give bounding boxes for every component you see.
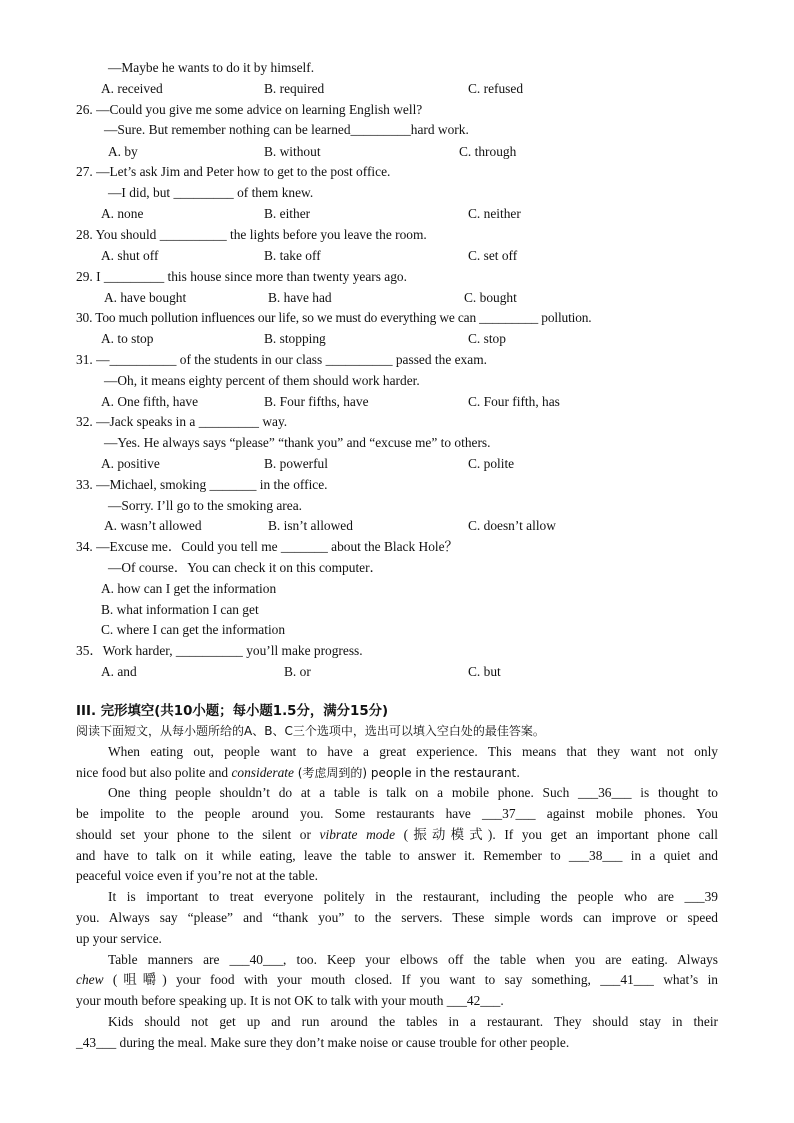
passage-line: nice food but also polite and considerate (考虑周到的) people in the restaurant. [76, 765, 521, 780]
q28-option-b: B. take off [264, 248, 321, 263]
passage-line: your mouth before speaking up. It is not OK to talk with your mouth ___42___. [76, 993, 504, 1008]
q35-option-c: C. but [468, 664, 501, 679]
q33-option-a: A. wasn’t allowed [104, 518, 202, 533]
q26-option-b: B. without [264, 144, 321, 159]
q25-option-b: B. required [264, 81, 325, 96]
passage-line: Kids should not get up and run around the tables in a restaurant. They should stay in their [108, 1014, 718, 1029]
q27-option-c: C. neither [468, 206, 521, 221]
passage-line: peaceful voice even if you’re not at the table. [76, 868, 319, 883]
q25-reply: —Maybe he wants to do it by himself. [108, 60, 315, 75]
q28-option-a: A. shut off [101, 248, 159, 263]
q33-option-c: C. doesn’t allow [468, 518, 556, 533]
q35-option-b: B. or [284, 664, 311, 679]
q30-question: 30. Too much pollution influences our life, so we must do everything we can _________ pollution. [76, 310, 592, 325]
q34-option-b: B. what information I can get [101, 602, 259, 617]
q28-option-c: C. set off [468, 248, 518, 263]
q31-reply: —Oh, it means eighty percent of them should work harder. [104, 373, 420, 388]
section-heading: III. 完形填空(共10小题；每小题1.5分，满分15分) [76, 704, 389, 719]
q27-option-b: B. either [264, 206, 311, 221]
q28-question: 28. You should __________ the lights before you leave the room. [76, 227, 427, 242]
q30-option-a: A. to stop [101, 331, 154, 346]
passage-line: One thing people shouldn’t do at a table is talk on a mobile phone. Such ___36___ is thought to [108, 785, 718, 800]
q35-option-a: A. and [101, 664, 137, 679]
passage-line: _43___ during the meal. Make sure they don’t make noise or cause trouble for other people. [76, 1035, 570, 1050]
passage-line: up your service. [76, 931, 162, 946]
q34-question: 34. —Excuse me．Could you tell me _______ about the Black Hole？ [76, 539, 458, 554]
q29-option-b: B. have had [268, 290, 332, 305]
q35-question: 35．Work harder, __________ you’ll make progress. [76, 643, 363, 658]
q30-option-b: B. stopping [264, 331, 326, 346]
q32-option-a: A. positive [101, 456, 160, 471]
q34-option-a: A. how can I get the information [101, 581, 277, 596]
q33-reply: —Sorry. I’ll go to the smoking area. [108, 498, 303, 513]
q31-option-b: B. Four fifths, have [264, 394, 369, 409]
q32-reply: —Yes. He always says “please” “thank you” and “excuse me” to others. [104, 435, 491, 450]
passage-line: When eating out, people want to have a great experience. This means that they want not only [108, 744, 718, 759]
passage-line: should set your phone to the silent or vibrate mode (振动模式). If you get an important phone call [76, 827, 718, 842]
q27-question: 27. —Let’s ask Jim and Peter how to get to the post office. [76, 164, 391, 179]
q29-question: 29. I _________ this house since more than twenty years ago. [76, 269, 407, 284]
q26-option-a: A. by [108, 144, 138, 159]
q29-option-a: A. have bought [104, 290, 187, 305]
q26-reply: —Sure. But remember nothing can be learned_________hard work. [104, 122, 469, 137]
passage-line: you. Always say “please” and “thank you” to the servers. These simple words can improve or speed [76, 910, 718, 925]
passage-line: Table manners are ___40___, too. Keep your elbows off the table when you are eating. Always [108, 952, 718, 967]
q32-option-b: B. powerful [264, 456, 328, 471]
q25-option-a: A. received [101, 81, 163, 96]
q27-option-a: A. none [101, 206, 144, 221]
q31-question: 31. —__________ of the students in our class __________ passed the exam. [76, 352, 487, 367]
q26-question: 26. —Could you give me some advice on learning English well? [76, 102, 423, 117]
passage-line: be impolite to the people around you. Some restaurants have ___37___ against mobile phones. You [76, 806, 718, 821]
q33-question: 33. —Michael, smoking _______ in the office. [76, 477, 328, 492]
q34-option-c: C. where I can get the information [101, 622, 286, 637]
q25-option-c: C. refused [468, 81, 524, 96]
passage-line: chew (咀嚼) your food with your mouth closed. If you want to say something, ___41___ what’s in [76, 972, 718, 987]
passage-line: It is important to treat everyone politely in the restaurant, including the people who are ___39 [108, 889, 718, 904]
section-instruction: 阅读下面短文，从每小题所给的A、B、C三个选项中，选出可以填入空白处的最佳答案。 [76, 724, 545, 738]
q32-question: 32. —Jack speaks in a _________ way. [76, 414, 288, 429]
q31-option-a: A. One fifth, have [101, 394, 199, 409]
passage-line: and have to talk on it while eating, leave the table to answer it. Remember to ___38___ in a quiet and [76, 848, 718, 863]
q34-reply: —Of course．You can check it on this computer． [108, 560, 383, 575]
q29-option-c: C. bought [464, 290, 517, 305]
q27-reply: —I did, but _________ of them knew. [108, 185, 314, 200]
q26-option-c: C. through [459, 144, 517, 159]
q31-option-c: C. Four fifth, has [468, 394, 560, 409]
q30-option-c: C. stop [468, 331, 506, 346]
q33-option-b: B. isn’t allowed [268, 518, 353, 533]
q32-option-c: C. polite [468, 456, 515, 471]
